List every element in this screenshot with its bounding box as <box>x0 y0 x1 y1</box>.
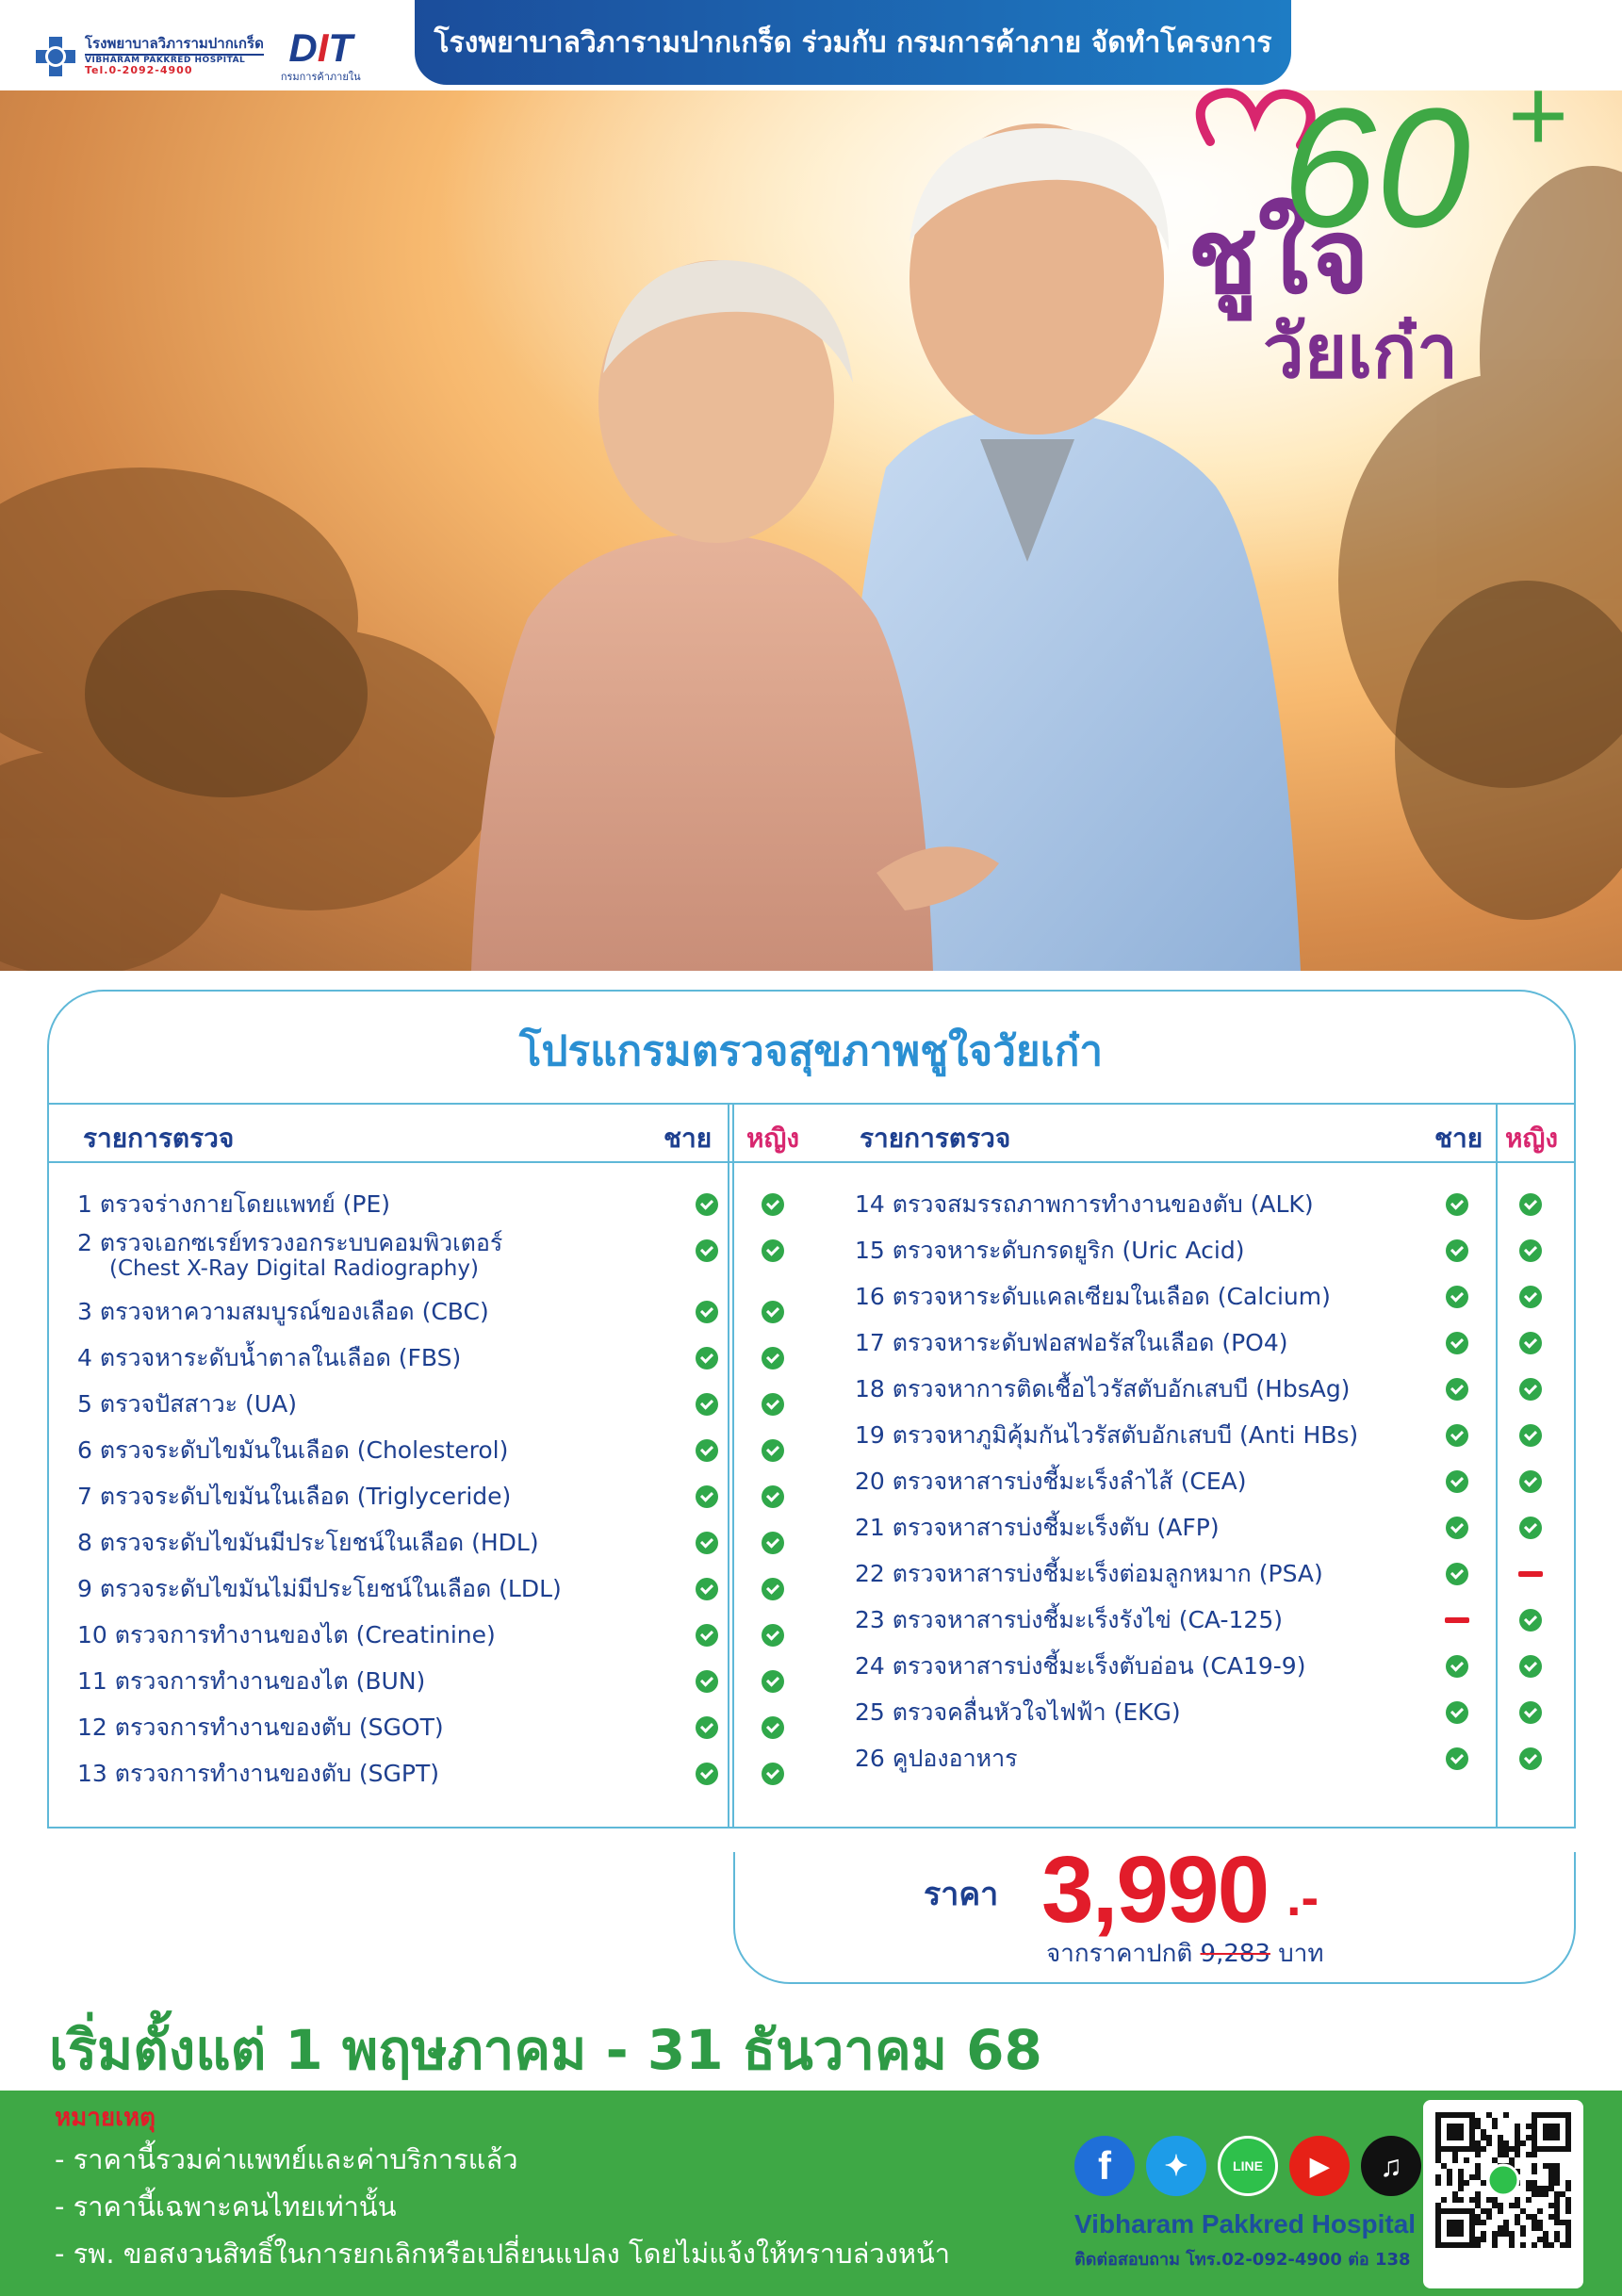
checkup-item-label: 24 ตรวจหาสารบ่งชี้มะเร็งตับอ่อน (CA19-9) <box>855 1652 1306 1681</box>
checkup-item-label: 5 ตรวจปัสสาวะ (UA) <box>77 1390 297 1419</box>
check-icon <box>1519 1517 1542 1539</box>
checkup-row <box>855 1276 1331 1318</box>
campaign-line1: ชูใจ <box>1188 196 1369 317</box>
campaign-title <box>1131 75 1602 415</box>
hospital-tel: Tel.0-2092-4900 <box>85 64 193 77</box>
check-icon <box>762 1716 784 1739</box>
checkup-item-label: 14 ตรวจสมรรถภาพการทำงานของตับ (ALK) <box>855 1190 1314 1219</box>
checkup-item-label: 7 ตรวจระดับไขมันในเลือด (Triglyceride) <box>77 1483 512 1511</box>
check-icon <box>1446 1239 1468 1262</box>
checkup-item-label: 16 ตรวจหาระดับแคลเซียมในเลือด (Calcium) <box>855 1283 1331 1311</box>
checkup-item-label: 26 คูปองอาหาร <box>855 1745 1018 1773</box>
checkup-item-label: 21 ตรวจหาสารบ่งชี้มะเร็งตับ (AFP) <box>855 1514 1220 1542</box>
check-icon <box>1519 1701 1542 1724</box>
youtube-icon[interactable]: ▶ <box>1289 2136 1350 2196</box>
check-icon <box>1519 1609 1542 1632</box>
checkup-item-label: 25 ตรวจคลื่นหัวใจไฟฟ้า (EKG) <box>855 1698 1181 1727</box>
note-item: - รพ. ขอสงวนสิทธิ์ในการยกเลิกหรือเปลี่ยนแปลง โดยไม่แจ้งให้ทราบล่วงหน้า <box>55 2238 951 2270</box>
checkup-item-sublabel: (Chest X-Ray Digital Radiography) <box>109 1255 479 1281</box>
header-male-left: ชาย <box>664 1123 713 1154</box>
checkup-row <box>855 1646 1305 1687</box>
price-note-suffix: บาท <box>1270 1940 1324 1968</box>
check-icon <box>696 1301 718 1323</box>
check-icon <box>696 1485 718 1508</box>
checkup-item-label: 17 ตรวจหาระดับฟอสฟอรัสในเลือด (PO4) <box>855 1329 1288 1357</box>
check-icon <box>696 1193 718 1216</box>
checkup-row <box>77 1707 444 1748</box>
checkup-item-label: 20 ตรวจหาสารบ่งชี้มะเร็งลำไส้ (CEA) <box>855 1468 1247 1496</box>
qr-code[interactable] <box>1423 2100 1583 2288</box>
check-icon <box>762 1763 784 1785</box>
price-value: 3,990 <box>1041 1837 1269 1943</box>
line-icon[interactable]: LINE <box>1218 2136 1278 2196</box>
regular-price: 9,283 <box>1200 1940 1270 1968</box>
social-links <box>1074 2136 1421 2196</box>
checkup-item-label: 3 ตรวจหาความสมบูรณ์ของเลือด (CBC) <box>77 1298 489 1326</box>
checkup-item-label: 23 ตรวจหาสารบ่งชี้มะเร็งรังไข่ (CA-125) <box>855 1606 1283 1634</box>
note-item: - ราคานี้เฉพาะคนไทยเท่านั้น <box>55 2190 397 2222</box>
checkup-item-label: 19 ตรวจหาภูมิคุ้มกันไวรัสตับอักเสบบี (Anti HBs) <box>855 1421 1359 1450</box>
hospital-cross-icon <box>34 35 77 78</box>
column-divider <box>732 1105 734 1827</box>
checkup-table <box>47 1103 1576 1829</box>
hospital-logo[interactable] <box>34 35 264 78</box>
checkup-row <box>855 1553 1323 1595</box>
checkup-row <box>77 1476 511 1517</box>
checkup-row <box>855 1184 1314 1225</box>
check-icon <box>762 1578 784 1600</box>
campaign-plus: + <box>1508 75 1569 173</box>
checkup-row <box>855 1369 1350 1410</box>
checkup-item-label: 11 ตรวจการทำงานของไต (BUN) <box>77 1667 426 1696</box>
check-icon <box>1446 1563 1468 1585</box>
logo-row <box>34 23 361 90</box>
checkup-row <box>77 1230 502 1287</box>
checkup-row <box>77 1430 508 1471</box>
check-icon <box>696 1624 718 1647</box>
check-icon <box>1446 1193 1468 1216</box>
check-icon <box>696 1578 718 1600</box>
checkup-item-label: 4 ตรวจหาระดับน้ำตาลในเลือด (FBS) <box>77 1344 462 1372</box>
checkup-row <box>77 1337 461 1379</box>
checkup-item-label: 2 ตรวจเอกซเรย์ทรวงอกระบบคอมพิวเตอร์ <box>77 1229 503 1256</box>
check-icon <box>762 1347 784 1369</box>
checkup-item-label: 9 ตรวจระดับไขมันไม่มีประโยชน์ในเลือด (LDL) <box>77 1575 562 1603</box>
price-note <box>1046 1934 1323 1973</box>
qr-code-icon <box>1434 2111 1572 2277</box>
checkup-row <box>77 1291 489 1333</box>
checkup-row <box>855 1461 1246 1502</box>
program-title: โปรแกรมตรวจสุขภาพชูใจวัยเก๋า <box>518 1027 1104 1075</box>
checkup-row <box>77 1661 425 1702</box>
note-title: หมายเหตุ <box>55 2104 156 2132</box>
check-icon <box>762 1301 784 1323</box>
check-icon <box>1519 1655 1542 1678</box>
check-icon <box>1519 1747 1542 1770</box>
check-icon <box>1446 1470 1468 1493</box>
checkup-item-label: 22 ตรวจหาสารบ่งชี้มะเร็งต่อมลูกหมาก (PSA) <box>855 1560 1323 1588</box>
tiktok-icon[interactable]: ♫ <box>1361 2136 1421 2196</box>
hospital-name-en: VIBHARAM PAKKRED HOSPITAL <box>85 54 264 65</box>
checkup-row <box>855 1415 1358 1456</box>
header-female-left: หญิง <box>746 1123 799 1154</box>
not-included-icon <box>1518 1571 1543 1577</box>
check-icon <box>1519 1470 1542 1493</box>
checkup-row <box>77 1522 539 1564</box>
dit-logo[interactable] <box>280 25 361 85</box>
top-banner <box>415 0 1291 85</box>
not-included-icon <box>1445 1617 1469 1623</box>
checkup-row <box>77 1184 390 1225</box>
checkup-table-header <box>49 1105 1574 1163</box>
checkup-item-label: 12 ตรวจการทำงานของตับ (SGOT) <box>77 1714 444 1742</box>
header-item-right: รายการตรวจ <box>860 1123 1011 1154</box>
check-icon <box>762 1532 784 1554</box>
check-icon <box>696 1393 718 1416</box>
checkup-row <box>77 1384 297 1425</box>
checkup-item-label: 15 ตรวจหาระดับกรดยูริก (Uric Acid) <box>855 1237 1245 1265</box>
checkup-row <box>77 1615 496 1656</box>
checkup-row <box>77 1568 562 1610</box>
column-divider <box>1496 1105 1498 1827</box>
checkup-item-label: 18 ตรวจหาการติดเชื้อไวรัสตับอักเสบบี (HbsAg) <box>855 1375 1351 1403</box>
check-icon <box>1519 1239 1542 1262</box>
check-icon <box>1446 1378 1468 1401</box>
checkup-row <box>855 1230 1245 1271</box>
top-banner-text: โรงพยาบาลวิภารามปากเกร็ด ร่วมกับ กรมการค้าภาย จัดทำโครงการ <box>434 25 1272 59</box>
check-icon <box>696 1439 718 1462</box>
check-icon <box>696 1347 718 1369</box>
hospital-logo-text <box>85 37 264 76</box>
facebook-icon[interactable]: f <box>1074 2136 1135 2196</box>
hospital-name-th: โรงพยาบาลวิภารามปากเกร็ด <box>85 35 264 53</box>
check-icon <box>762 1624 784 1647</box>
checkup-item-label: 1 ตรวจร่างกายโดยแพทย์ (PE) <box>77 1190 391 1219</box>
check-icon <box>762 1193 784 1216</box>
price-note-prefix: จากราคาปกติ <box>1046 1940 1201 1968</box>
check-icon <box>1519 1378 1542 1401</box>
check-icon <box>1446 1747 1468 1770</box>
checkup-row <box>855 1692 1181 1733</box>
check-icon <box>696 1716 718 1739</box>
dit-logo-sub: กรมการค้าภายใน <box>280 71 361 83</box>
note-item: - ราคานี้รวมค่าแพทย์และค่าบริการแล้ว <box>55 2143 518 2175</box>
column-divider <box>728 1105 729 1827</box>
dit-logo-mark: DIT <box>288 25 353 70</box>
check-icon <box>1519 1193 1542 1216</box>
brand-name: Vibharam Pakkred Hospital <box>1074 2209 1417 2239</box>
checkup-row <box>855 1322 1288 1364</box>
checkup-item-label: 6 ตรวจระดับไขมันในเลือด (Cholesterol) <box>77 1436 509 1465</box>
check-icon <box>762 1670 784 1693</box>
campaign-line2: วัยเก๋า <box>1263 310 1459 395</box>
checkup-row <box>855 1738 1018 1779</box>
campaign-number: 60 <box>1282 75 1471 263</box>
check-icon <box>762 1239 784 1262</box>
check-icon <box>1446 1517 1468 1539</box>
check-icon <box>1446 1701 1468 1724</box>
check-icon <box>696 1670 718 1693</box>
check-icon <box>696 1239 718 1262</box>
check-icon <box>1519 1332 1542 1354</box>
checkup-row <box>855 1599 1283 1641</box>
check-icon <box>1446 1286 1468 1308</box>
check-icon <box>1446 1424 1468 1447</box>
check-icon <box>762 1439 784 1462</box>
twitter-icon[interactable]: ✦ <box>1146 2136 1206 2196</box>
header-male-right: ชาย <box>1434 1123 1483 1154</box>
check-icon <box>696 1532 718 1554</box>
header-item-left: รายการตรวจ <box>83 1123 235 1154</box>
check-icon <box>696 1763 718 1785</box>
check-icon <box>762 1485 784 1508</box>
price-label: ราคา <box>924 1876 999 1913</box>
checkup-item-label: 8 ตรวจระดับไขมันมีประโยชน์ในเลือด (HDL) <box>77 1529 539 1557</box>
checkup-row <box>855 1507 1220 1549</box>
check-icon <box>1519 1286 1542 1308</box>
checkup-item-label: 13 ตรวจการทำงานของตับ (SGPT) <box>77 1760 440 1788</box>
checkup-item-label: 10 ตรวจการทำงานของไต (Creatinine) <box>77 1621 496 1649</box>
check-icon <box>1519 1424 1542 1447</box>
check-icon <box>762 1393 784 1416</box>
promotion-period: เริ่มตั้งแต่ 1 พฤษภาคม - 31 ธันวาคม 68 <box>49 2018 1042 2082</box>
check-icon <box>1446 1655 1468 1678</box>
check-icon <box>1446 1332 1468 1354</box>
checkup-row <box>77 1753 439 1795</box>
price-suffix: .- <box>1286 1867 1319 1927</box>
header-female-right: หญิง <box>1505 1123 1558 1154</box>
contact-info: ติดต่อสอบถาม โทร.02-092-4900 ต่อ 138 <box>1074 2250 1411 2270</box>
